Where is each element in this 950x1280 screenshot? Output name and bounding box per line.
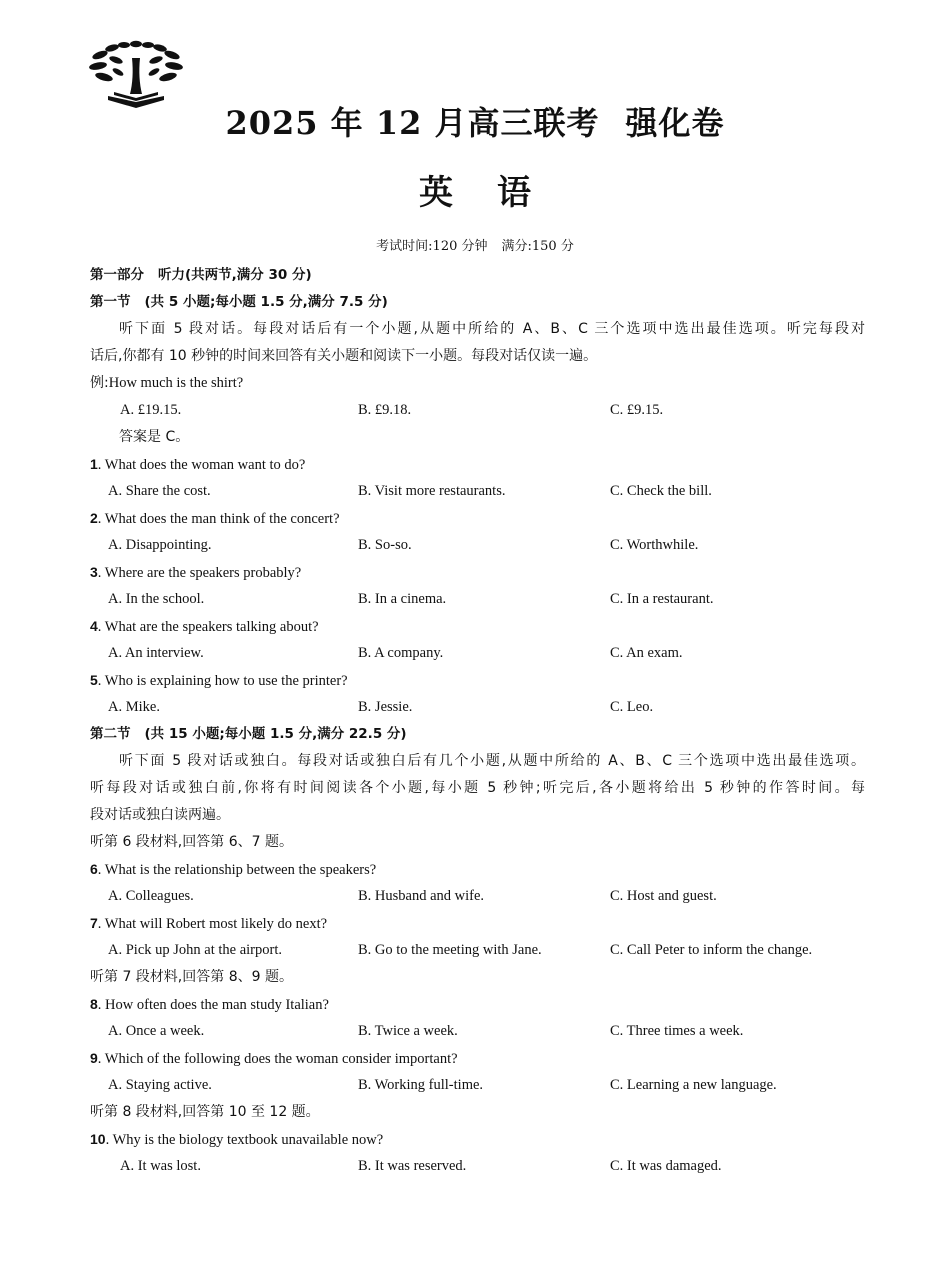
question-text: . Why is the biology textbook unavailable now? (105, 1132, 384, 1148)
section2-instructions-line2: 听每段对话或独白前,你将有时间阅读各个小题,每小题 5 秒钟;听完后,各小题将给出 5 秒钟的作答时间。每 (90, 780, 865, 796)
exam-time: 考试时间:120 分钟 (376, 239, 488, 254)
material-6-note: 听第 6 段材料,回答第 6、7 题。 (90, 834, 293, 850)
option-a: A. Disappointing. (108, 537, 212, 553)
question-2-options (90, 532, 865, 559)
section2-detail: (共 15 小题;每小题 1.5 分,满分 22.5 分) (144, 726, 407, 742)
option-c: C. Three times a week. (610, 1023, 744, 1039)
option-c: C. In a restaurant. (610, 591, 714, 607)
option-a: A. Staying active. (108, 1077, 212, 1093)
example-question-text: How much is the shirt? (108, 375, 244, 391)
option-b: B. A company. (358, 645, 444, 661)
option-c: C. Worthwhile. (610, 537, 699, 553)
question-1 (90, 451, 865, 478)
question-3-options (90, 586, 865, 613)
question-number: 7 (90, 915, 98, 931)
example-option-a: A. £19.15. (120, 402, 182, 418)
option-a: A. Once a week. (108, 1023, 205, 1039)
question-4-options (90, 640, 865, 667)
question-text: . How often does the man study Italian? (97, 997, 329, 1013)
option-b: B. Jessie. (358, 699, 413, 715)
material-7-note: 听第 7 段材料,回答第 8、9 题。 (90, 969, 293, 985)
example-question (90, 370, 865, 397)
exam-title (0, 98, 950, 144)
section2-instructions-line3: 段对话或独白读两遍。 (90, 807, 230, 823)
material-8-note: 听第 8 段材料,回答第 10 至 12 题。 (90, 1104, 320, 1120)
option-a: A. In the school. (108, 591, 205, 607)
question-10 (90, 1126, 865, 1153)
example-answer: 答案是 C。 (119, 429, 190, 445)
question-number: 5 (90, 672, 98, 688)
question-text: . Which of the following does the woman consider important? (97, 1051, 458, 1067)
option-a: A. Mike. (108, 699, 160, 715)
question-number: 1 (90, 456, 98, 472)
part1-detail: 听力(共两节,满分 30 分) (158, 267, 312, 283)
exam-title-main: 2025 年 12 月高三联考 (225, 104, 600, 142)
question-1-options (90, 478, 865, 505)
question-9-options (90, 1072, 865, 1099)
question-7 (90, 910, 865, 937)
question-7-options (90, 937, 865, 964)
option-b: B. Working full-time. (358, 1077, 484, 1093)
question-number: 3 (90, 564, 98, 580)
exam-title-suffix: 强化卷 (625, 104, 725, 142)
example-option-c: C. £9.15. (610, 402, 664, 418)
question-4 (90, 613, 865, 640)
question-5-options (90, 694, 865, 721)
question-2 (90, 505, 865, 532)
question-text: . What is the relationship between the speakers? (97, 862, 377, 878)
part1-heading (90, 262, 865, 289)
question-8-options (90, 1018, 865, 1045)
option-a: A. An interview. (108, 645, 204, 661)
question-number: 8 (90, 996, 98, 1012)
question-text: . Where are the speakers probably? (97, 565, 302, 581)
option-c: C. Call Peter to inform the change. (610, 942, 813, 958)
question-text: . Who is explaining how to use the printer? (97, 673, 348, 689)
exam-content (90, 262, 865, 1180)
subject-title: 英语 (419, 173, 575, 213)
question-text: . What does the man think of the concert? (97, 511, 340, 527)
option-c: C. Host and guest. (610, 888, 717, 904)
section2-instructions-line1: 听下面 5 段对话或独白。每段对话或独白后有几个小题,从题中所给的 A、B、C 三个选项中选出最佳选项。 (119, 753, 865, 769)
option-b: B. Husband and wife. (358, 888, 485, 904)
section1-instructions-line2: 话后,你都有 10 秒钟的时间来回答有关小题和阅读下一小题。每段对话仅读一遍。 (90, 348, 598, 364)
question-text: . What will Robert most likely do next? (97, 916, 328, 932)
exam-info (0, 235, 950, 254)
option-b: B. Twice a week. (358, 1023, 458, 1039)
part1-title: 第一部分 (90, 267, 144, 283)
question-5 (90, 667, 865, 694)
question-3 (90, 559, 865, 586)
option-c: C. It was damaged. (610, 1158, 722, 1174)
section1-heading (90, 289, 865, 316)
option-b: B. So-so. (358, 537, 412, 553)
example-option-b: B. £9.18. (358, 402, 412, 418)
option-a: A. Colleagues. (108, 888, 194, 904)
option-b: B. In a cinema. (358, 591, 447, 607)
section1-title: 第一节 (90, 294, 131, 310)
section2-heading (90, 721, 865, 748)
option-b: B. Visit more restaurants. (358, 483, 506, 499)
question-10-options (90, 1153, 865, 1180)
question-text: . What are the speakers talking about? (97, 619, 319, 635)
question-text: . What does the woman want to do? (97, 457, 306, 473)
section1-detail: (共 5 小题;每小题 1.5 分,满分 7.5 分) (144, 294, 388, 310)
question-number: 9 (90, 1050, 98, 1066)
option-c: C. Check the bill. (610, 483, 712, 499)
option-c: C. Leo. (610, 699, 654, 715)
section1-instructions-line1: 听下面 5 段对话。每段对话后有一个小题,从题中所给的 A、B、C 三个选项中选出最佳选项。听完每段对 (119, 321, 865, 337)
option-b: B. It was reserved. (358, 1158, 467, 1174)
question-number: 2 (90, 510, 98, 526)
question-number: 6 (90, 861, 98, 877)
section2-title: 第二节 (90, 726, 131, 742)
option-b: B. Go to the meeting with Jane. (358, 942, 542, 958)
question-6 (90, 856, 865, 883)
question-number: 4 (90, 618, 98, 634)
question-number: 10 (90, 1131, 106, 1147)
exam-full-score: 满分:150 分 (501, 239, 574, 254)
option-a: A. It was lost. (120, 1158, 201, 1174)
question-9 (90, 1045, 865, 1072)
question-6-options (90, 883, 865, 910)
option-a: A. Share the cost. (108, 483, 211, 499)
question-8 (90, 991, 865, 1018)
option-c: C. Learning a new language. (610, 1077, 777, 1093)
example-options (90, 397, 865, 424)
option-c: C. An exam. (610, 645, 683, 661)
option-a: A. Pick up John at the airport. (108, 942, 282, 958)
example-prefix: 例: (90, 375, 109, 391)
